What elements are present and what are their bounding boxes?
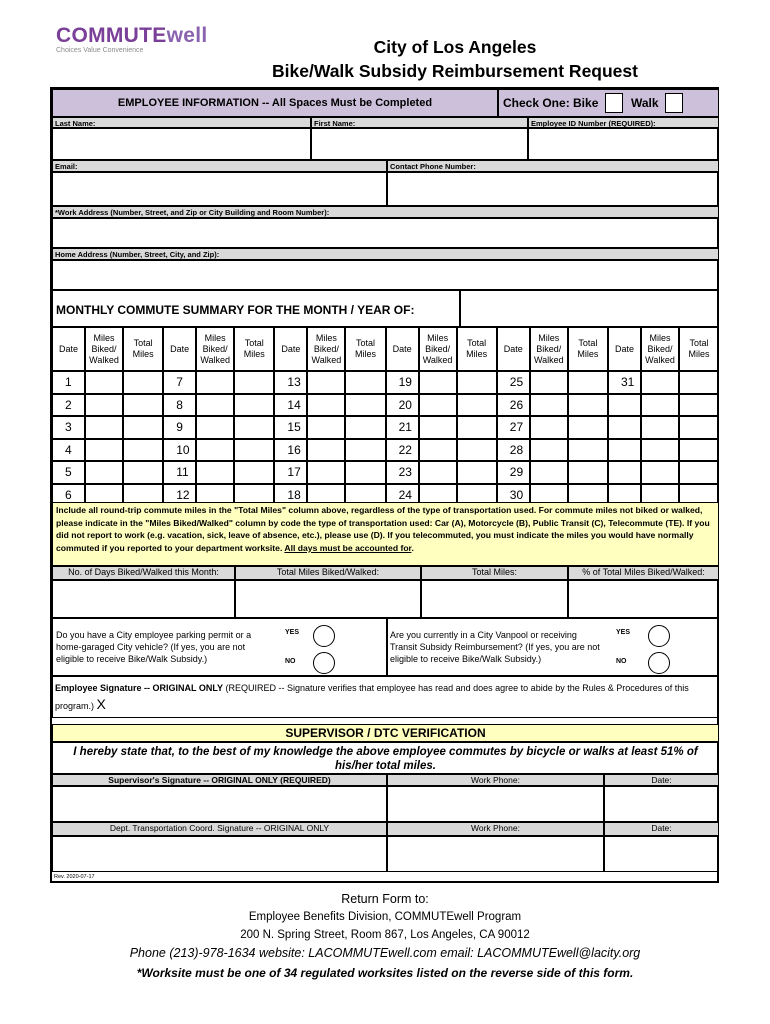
vanpool-question [387,618,719,676]
employee-info-title: EMPLOYEE INFORMATION -- All Spaces Must be Completed [117,97,433,109]
miles-biked-column-header: Miles Biked/ Walked [307,327,345,371]
note-text: Include all round-trip commute miles in the "Total Miles" column above, regardless of the type of transportation used. For commute miles not biked or walked, please indicate in the "Miles Biked/Walked" column by code the type of transportation used: Car (A), Motorcycle (B), Public Transit (C), Telecommute (TE). If you did not report to work (e.g. vacation, sick, leave of absence, etc.), please use (D). If you telecommuted, you must indicate the miles you would have normally commuted if you reported to your department worksite. [56,505,710,553]
logo-tagline: Choices Value Convenience [56,47,144,54]
q1-no-label: NO [285,658,296,665]
signature-x-mark: X [96,696,106,712]
day-number-cell: 20 [386,394,419,417]
miles-biked-input[interactable] [419,416,457,439]
note-end: . [411,542,414,553]
percent-biked-field[interactable] [568,580,719,618]
total-miles-input[interactable] [679,394,719,417]
date-column-header: Date [386,327,419,371]
day-number-cell: 24 [386,484,419,507]
miles-biked-input[interactable] [196,461,234,484]
day-number-cell: 3 [52,416,85,439]
miles-biked-input[interactable] [196,394,234,417]
miles-biked-input[interactable] [641,371,679,394]
day-number-cell: 23 [386,461,419,484]
total-miles-input[interactable] [345,439,385,462]
day-number-cell: 17 [274,461,307,484]
total-miles-input[interactable] [568,416,608,439]
day-number-cell [608,394,641,417]
total-miles-column-header: Total Miles [123,327,163,371]
supervisor-header [52,724,719,742]
total-miles-input[interactable] [679,371,719,394]
day-number-cell: 6 [52,484,85,507]
phone-field[interactable] [387,172,719,206]
total-miles-column-header: Total Miles [679,327,719,371]
total-miles-field[interactable] [421,580,568,618]
miles-biked-input[interactable] [85,439,123,462]
page-subtitle: Bike/Walk Subsidy Reimbursement Request [272,61,638,81]
phone-label: Contact Phone Number: [387,160,719,172]
month-year-field[interactable] [460,290,719,327]
total-miles-input[interactable] [123,439,163,462]
supervisor-date-field[interactable] [604,786,719,822]
date-column-header: Date [52,327,85,371]
total-miles-label: Total Miles: [421,566,568,580]
summary-header [52,290,460,327]
day-number-cell: 15 [274,416,307,439]
q2-yes-label: YES [616,629,631,636]
home-address-label: Home Address (Number, Street, City, and Zip): [52,248,719,260]
miles-biked-input[interactable] [196,416,234,439]
total-miles-column-header: Total Miles [345,327,385,371]
miles-biked-column-header: Miles Biked/ Walked [419,327,457,371]
bike-checkbox[interactable] [605,93,623,113]
dtc-phone-field[interactable] [387,836,604,872]
day-number-cell [608,461,641,484]
date-column-header: Date [163,327,196,371]
date-column-header: Date [274,327,307,371]
day-number-cell: 11 [163,461,196,484]
footer-address: 200 N. Spring Street, Room 867, Los Angeles, CA 90012 [240,929,530,941]
day-number-cell: 13 [274,371,307,394]
q1-no-radio[interactable] [313,652,335,674]
miles-biked-input[interactable] [85,394,123,417]
miles-biked-input[interactable] [530,371,568,394]
check-one-area [498,89,719,117]
first-name-label: First Name: [311,117,528,128]
day-number-cell: 18 [274,484,307,507]
email-field[interactable] [52,172,387,206]
total-miles-input[interactable] [234,439,274,462]
reimbursement-form [50,87,719,883]
miles-biked-input[interactable] [530,416,568,439]
supervisor-signature-field[interactable] [52,786,387,822]
home-address-field[interactable] [52,260,719,290]
total-miles-input[interactable] [457,371,497,394]
miles-biked-input[interactable] [419,439,457,462]
total-miles-input[interactable] [457,439,497,462]
day-number-cell: 1 [52,371,85,394]
day-number-cell: 16 [274,439,307,462]
date-column-header: Date [497,327,530,371]
day-number-cell: 22 [386,439,419,462]
total-miles-input[interactable] [568,439,608,462]
total-miles-input[interactable] [457,461,497,484]
total-miles-input[interactable] [345,416,385,439]
day-number-cell: 14 [274,394,307,417]
day-number-cell: 30 [497,484,530,507]
parking-permit-text: Do you have a City employee parking permit or a home-garaged City vehicle? (If yes, you are not eligible to receive Bike/Walk Subsidy.) [56,630,252,664]
total-miles-column-header: Total Miles [457,327,497,371]
total-miles-input[interactable] [123,371,163,394]
miles-biked-input[interactable] [85,371,123,394]
day-number-cell: 19 [386,371,419,394]
employee-signature-label [55,680,715,714]
miles-biked-input[interactable] [307,394,345,417]
total-miles-input[interactable] [234,461,274,484]
day-number-cell: 9 [163,416,196,439]
dtc-phone-label: Work Phone: [387,822,604,836]
q2-yes-radio[interactable] [648,625,670,647]
q2-no-radio[interactable] [648,652,670,674]
supervisor-phone-label: Work Phone: [387,774,604,786]
work-address-field[interactable] [52,218,719,248]
total-miles-input[interactable] [123,394,163,417]
signature-label-bold: Employee Signature -- ORIGINAL ONLY [55,683,224,693]
miles-biked-column-header: Miles Biked/ Walked [641,327,679,371]
total-miles-input[interactable] [679,461,719,484]
parking-permit-question [52,618,387,676]
day-number-cell: 12 [163,484,196,507]
day-number-cell: 29 [497,461,530,484]
total-miles-input[interactable] [345,371,385,394]
check-one-label: Check One: Bike [503,96,599,110]
percent-biked-label: % of Total Miles Biked/Walked: [568,566,719,580]
dtc-date-label: Date: [604,822,719,836]
day-number-cell: 7 [163,371,196,394]
total-miles-column-header: Total Miles [234,327,274,371]
total-miles-input[interactable] [345,461,385,484]
day-number-cell: 2 [52,394,85,417]
miles-biked-input[interactable] [307,461,345,484]
total-miles-input[interactable] [123,461,163,484]
day-number-cell [608,439,641,462]
footer-contact: Phone (213)-978-1634 website: LACOMMUTEwell.com email: LACOMMUTEwell@lacity.org [129,946,641,960]
days-biked-label: No. of Days Biked/Walked this Month: [52,566,235,580]
total-miles-input[interactable] [345,394,385,417]
vanpool-text: Are you currently in a City Vanpool or receiving Transit Subsidy Reimbursement? (If yes, you are not eligible to receive Bike/Walk Subsidy.) [390,630,600,664]
day-number-cell: 8 [163,394,196,417]
day-number-cell: 4 [52,439,85,462]
day-number-cell: 27 [497,416,530,439]
first-name-field[interactable] [311,128,528,160]
miles-biked-input[interactable] [419,394,457,417]
dtc-signature-label: Dept. Transportation Coord. Signature -- ORIGINAL ONLY [52,822,387,836]
miles-biked-input[interactable] [530,439,568,462]
day-number-cell: 31 [608,371,641,394]
revision-date: Rev. 2020-07-17 [54,874,95,880]
instructions-note [52,502,719,566]
dtc-signature-field[interactable] [52,836,387,872]
logo-brand-b: well [166,24,208,47]
employee-id-field[interactable] [528,128,719,160]
day-number-cell: 10 [163,439,196,462]
miles-biked-input[interactable] [85,461,123,484]
total-miles-input[interactable] [457,416,497,439]
miles-biked-input[interactable] [196,371,234,394]
total-miles-input[interactable] [568,394,608,417]
total-miles-input[interactable] [234,416,274,439]
supervisor-date-label: Date: [604,774,719,786]
page-title: City of Los Angeles [373,37,537,57]
footer-division: Employee Benefits Division, COMMUTEwell Program [248,911,522,923]
work-address-label: *Work Address (Number, Street, and Zip or City Building and Room Number): [52,206,719,218]
last-name-field[interactable] [52,128,311,160]
miles-biked-column-header: Miles Biked/ Walked [196,327,234,371]
miles-biked-column-header: Miles Biked/ Walked [85,327,123,371]
days-biked-field[interactable] [52,580,235,618]
supervisor-statement-text: I hereby state that, to the best of my knowledge the above employee commutes by bicycle or walks at least 51% of his/her total miles. [73,746,698,772]
miles-biked-input[interactable] [307,371,345,394]
total-miles-input[interactable] [123,416,163,439]
signature-label-rest: (REQUIRED -- Signature verifies that employee has read and does agree to abide by the Rules & Procedures of this program.) [55,683,689,711]
day-number-cell: 26 [497,394,530,417]
total-miles-input[interactable] [234,371,274,394]
day-number-cell [608,416,641,439]
employee-signature-field[interactable] [52,676,719,718]
return-form-label: Return Form to: [341,892,429,906]
total-miles-input[interactable] [234,394,274,417]
total-miles-input[interactable] [457,394,497,417]
supervisor-phone-field[interactable] [387,786,604,822]
miles-biked-input[interactable] [530,461,568,484]
q1-yes-radio[interactable] [313,625,335,647]
day-number-cell: 28 [497,439,530,462]
miles-biked-input[interactable] [419,461,457,484]
walk-checkbox[interactable] [665,93,683,113]
email-label: Email: [52,160,387,172]
walk-label: Walk [631,96,659,110]
total-biked-field[interactable] [235,580,421,618]
footer-worksite-note: *Worksite must be one of 34 regulated worksites listed on the reverse side of this form. [136,966,634,980]
supervisor-statement [52,742,719,774]
employee-info-header [52,89,498,117]
last-name-label: Last Name: [52,117,311,128]
miles-biked-input[interactable] [641,461,679,484]
logo-brand-a: COMMUTE [56,24,167,47]
dtc-date-field[interactable] [604,836,719,872]
supervisor-signature-label: Supervisor's Signature -- ORIGINAL ONLY (REQUIRED) [52,774,387,786]
total-miles-input[interactable] [679,416,719,439]
miles-biked-input[interactable] [307,416,345,439]
total-biked-label: Total Miles Biked/Walked: [235,566,421,580]
miles-biked-input[interactable] [85,416,123,439]
miles-biked-input[interactable] [530,394,568,417]
q2-no-label: NO [616,658,627,665]
miles-biked-input[interactable] [419,371,457,394]
miles-biked-input[interactable] [641,439,679,462]
total-miles-column-header: Total Miles [568,327,608,371]
miles-biked-input[interactable] [307,439,345,462]
day-number-cell: 21 [386,416,419,439]
date-column-header: Date [608,327,641,371]
miles-biked-input[interactable] [196,439,234,462]
total-miles-input[interactable] [679,439,719,462]
total-miles-input[interactable] [568,461,608,484]
note-underlined: All days must be accounted for [284,542,412,553]
miles-biked-input[interactable] [641,416,679,439]
miles-biked-column-header: Miles Biked/ Walked [530,327,568,371]
commutewell-logo [56,24,207,48]
employee-id-label: Employee ID Number (REQUIRED): [528,117,719,128]
total-miles-input[interactable] [568,371,608,394]
day-number-cell: 5 [52,461,85,484]
q1-yes-label: YES [285,629,300,636]
summary-title: MONTHLY COMMUTE SUMMARY FOR THE MONTH / YEAR OF: [56,303,415,317]
supervisor-title: SUPERVISOR / DTC VERIFICATION [285,726,486,740]
miles-biked-input[interactable] [641,394,679,417]
day-number-cell: 25 [497,371,530,394]
